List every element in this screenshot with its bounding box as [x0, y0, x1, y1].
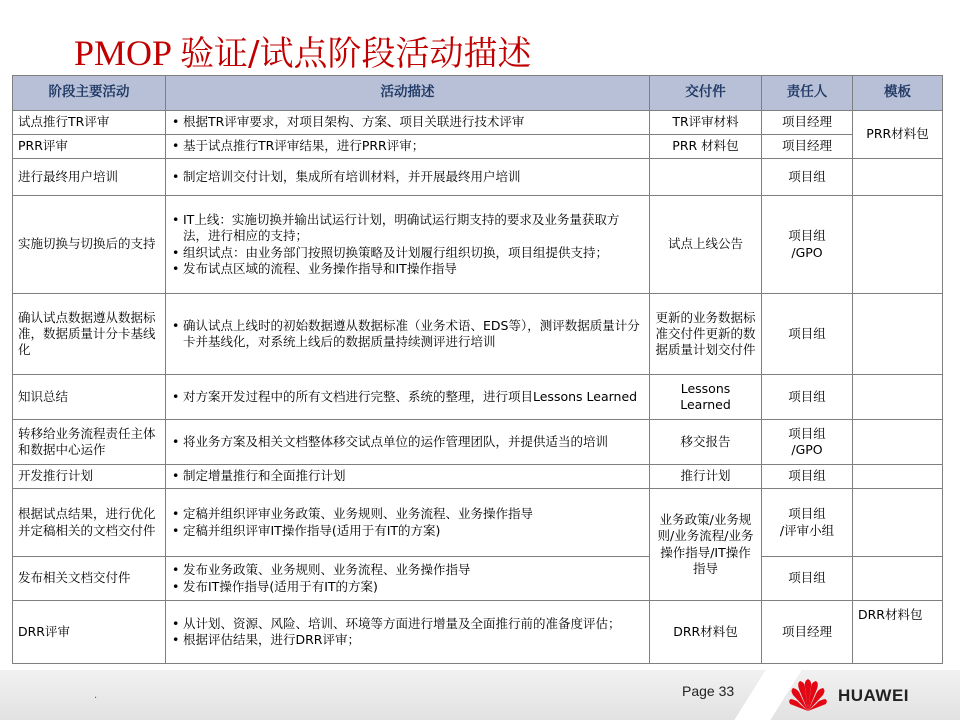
table-row: [13, 601, 943, 664]
description-item: • 发布试点区域的流程、业务操作指导和IT操作指导: [171, 261, 644, 277]
description-cell: [166, 601, 650, 664]
stage-cell: 开发推行计划: [13, 465, 166, 489]
owner-cell: 项目经理: [762, 601, 853, 664]
table-row: [13, 557, 943, 601]
description-cell: [166, 135, 650, 159]
owner-cell: 项目组: [762, 465, 853, 489]
table-row: [13, 489, 943, 557]
owner-cell: 项目经理: [762, 111, 853, 135]
owner-cell: 项目组: [762, 375, 853, 420]
description-cell: [166, 557, 650, 601]
description-item: • 根据评估结果，进行DRR评审；: [171, 632, 644, 648]
stage-cell: 发布相关文档交付件: [13, 557, 166, 601]
description-item: • 组织试点：由业务部门按照切换策略及计划履行组织切换，项目组提供支持；: [171, 245, 644, 261]
footer-dot: .: [94, 690, 98, 701]
header-stage: 阶段主要活动: [13, 76, 166, 111]
stage-cell: 实施切换与切换后的支持: [13, 196, 166, 294]
deliverable-cell: 业务政策/业务规则/业务流程/业务操作指导/IT操作指导: [650, 489, 762, 601]
description-item: • 发布业务政策、业务规则、业务流程、业务操作指导: [171, 562, 644, 578]
template-cell: DRR材料包: [853, 601, 943, 664]
deliverable-cell: DRR材料包: [650, 601, 762, 664]
page-number: Page 33: [682, 683, 735, 699]
stage-cell: PRR评审: [13, 135, 166, 159]
header-deliverable: 交付件: [650, 76, 762, 111]
table-row: [13, 111, 943, 135]
stage-cell: 知识总结: [13, 375, 166, 420]
template-cell: [853, 465, 943, 489]
table-row: [13, 420, 943, 465]
title-main: 验证/试点阶段活动描述: [180, 34, 532, 74]
description-cell: [166, 196, 650, 294]
stage-cell: 进行最终用户培训: [13, 159, 166, 196]
owner-cell: 项目组: [762, 557, 853, 601]
owner-cell: 项目组 /GPO: [762, 420, 853, 465]
template-cell: [853, 420, 943, 465]
table-row: [13, 375, 943, 420]
stage-cell: 确认试点数据遵从数据标准，数据质量计分卡基线化: [13, 294, 166, 375]
stage-cell: 根据试点结果，进行优化并定稿相关的文档交付件: [13, 489, 166, 557]
header-template: 模板: [853, 76, 943, 111]
template-cell: [853, 557, 943, 601]
template-cell: [853, 294, 943, 375]
owner-cell: 项目经理: [762, 135, 853, 159]
description-item: • 确认试点上线时的初始数据遵从数据标准（业务术语、EDS等），测评数据质量计分卡并基线化，对系统上线后的数据质量持续测评进行培训: [171, 318, 644, 351]
description-cell: [166, 465, 650, 489]
activity-table: [12, 75, 943, 664]
description-cell: [166, 420, 650, 465]
deliverable-cell: [650, 159, 762, 196]
table-header-row: [13, 76, 943, 111]
description-item: • 根据TR评审要求，对项目架构、方案、项目关联进行技术评审: [171, 114, 644, 130]
description-cell: [166, 111, 650, 135]
deliverable-cell: Lessons Learned: [650, 375, 762, 420]
description-item: • 将业务方案及相关文档整体移交试点单位的运作管理团队，并提供适当的培训: [171, 434, 644, 450]
deliverable-cell: 试点上线公告: [650, 196, 762, 294]
description-item: • 基于试点推行TR评审结果，进行PRR评审；: [171, 138, 644, 154]
stage-cell: 转移给业务流程责任主体和数据中心运作: [13, 420, 166, 465]
stage-cell: 试点推行TR评审: [13, 111, 166, 135]
description-cell: [166, 489, 650, 557]
page-title: [74, 26, 532, 72]
stage-cell: DRR评审: [13, 601, 166, 664]
template-cell: [853, 375, 943, 420]
description-item: • 定稿并组织评审业务政策、业务规则、业务流程、业务操作指导: [171, 506, 644, 522]
description-item: • 制定培训交付计划，集成所有培训材料，并开展最终用户培训: [171, 169, 644, 185]
description-item: • 制定增量推行和全面推行计划: [171, 468, 644, 484]
huawei-logo-icon: [788, 677, 828, 713]
description-cell: [166, 375, 650, 420]
owner-cell: 项目组: [762, 159, 853, 196]
table-row: [13, 465, 943, 489]
description-cell: [166, 159, 650, 196]
description-cell: [166, 294, 650, 375]
description-item: • 发布IT操作指导(适用于有IT的方案): [171, 579, 644, 595]
table-row: [13, 294, 943, 375]
owner-cell: 项目组: [762, 294, 853, 375]
title-prefix: PMOP: [74, 33, 173, 73]
deliverable-cell: 更新的业务数据标准交付件更新的数据质量计划交付件: [650, 294, 762, 375]
template-cell: [853, 196, 943, 294]
owner-cell: 项目组 /GPO: [762, 196, 853, 294]
table-row: [13, 135, 943, 159]
template-cell: PRR材料包: [853, 111, 943, 159]
deliverable-cell: 推行计划: [650, 465, 762, 489]
description-item: • 对方案开发过程中的所有文档进行完整、系统的整理，进行项目Lessons Learned: [171, 389, 644, 405]
deliverable-cell: PRR 材料包: [650, 135, 762, 159]
description-item: • 从计划、资源、风险、培训、环境等方面进行增量及全面推行前的准备度评估；: [171, 616, 644, 632]
deliverable-cell: 移交报告: [650, 420, 762, 465]
template-cell: [853, 489, 943, 557]
brand-name: HUAWEI: [838, 686, 909, 705]
table-row: [13, 159, 943, 196]
owner-cell: 项目组 /评审小组: [762, 489, 853, 557]
header-description: 活动描述: [166, 76, 650, 111]
header-owner: 责任人: [762, 76, 853, 111]
table-row: [13, 196, 943, 294]
deliverable-cell: TR评审材料: [650, 111, 762, 135]
description-item: • 定稿并组织评审IT操作指导(适用于有IT的方案): [171, 523, 644, 539]
template-cell: [853, 159, 943, 196]
description-item: • IT上线：实施切换并输出试运行计划，明确试运行期支持的要求及业务量获取方法，进行相应的支持；: [171, 212, 644, 245]
